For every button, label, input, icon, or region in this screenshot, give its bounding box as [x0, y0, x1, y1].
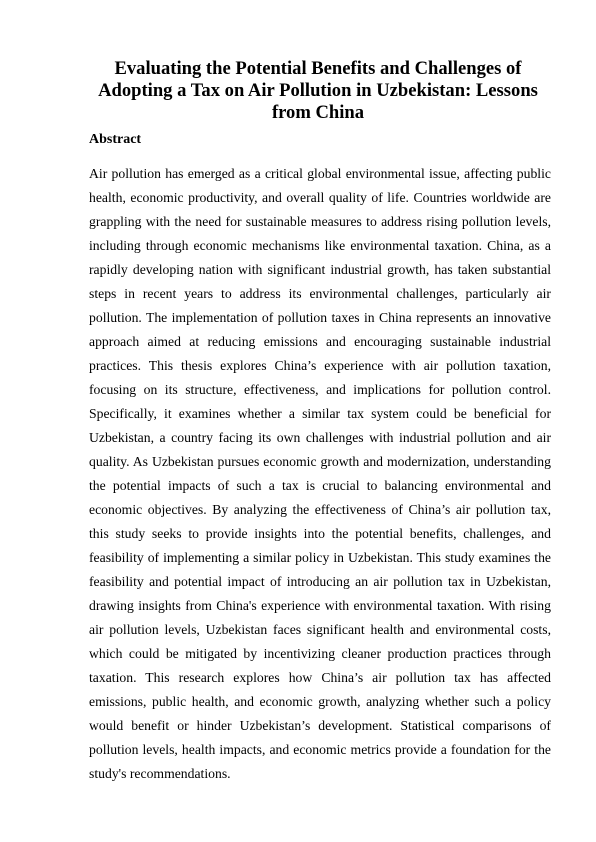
abstract-paragraph: Air pollution has emerged as a critical global environmental issue, affecting public health, economic productivity, and overall quality of life. Countries worldwide are grappling with the need for sustainable measures to address rising pollution levels, including through economic mechanisms like environmental taxation. China, as a rapidly developing nation with significant industrial growth, has taken substantial steps in recent years to address its environmental challenges, particularly air pollution. The implementation of pollution taxes in China represents an innovative approach aimed at reducing emissions and encouraging sustainable industrial practices. This thesis explores China’s experience with air pollution taxation, focusing on its structure, effectiveness, and implications for pollution control. Specifically, it examines whether a similar tax system could be beneficial for Uzbekistan, a country facing its own challenges with industrial pollution and air quality. As Uzbekistan pursues economic growth and modernization, understanding the potential impacts of such a tax is crucial to balancing environmental and economic objectives. By analyzing the effectiveness of China’s air pollution tax, this study seeks to provide insights into the potential benefits, challenges, and feasibility of implementing a similar policy in Uzbekistan. This study examines the feasibility and potential impact of introducing an air pollution tax in Uzbekistan, drawing insights from China's experience with environmental taxation. With rising air pollution levels, Uzbekistan faces significant health and environmental costs, which could be mitigated by incentivizing cleaner production practices through taxation. This research explores how China’s air pollution tax has affected emissions, public health, and economic growth, analyzing whether such a policy would benefit or hinder Uzbekistan’s development. Statistical comparisons of pollution levels, health impacts, and economic metrics provide a foundation for the study's recommendations. [89, 166, 551, 781]
document-title: Evaluating the Potential Benefits and Challenges of Adopting a Tax on Air Pollution in Uzbekistan: Lessons from China [98, 58, 538, 123]
abstract-heading: Abstract [89, 132, 142, 147]
